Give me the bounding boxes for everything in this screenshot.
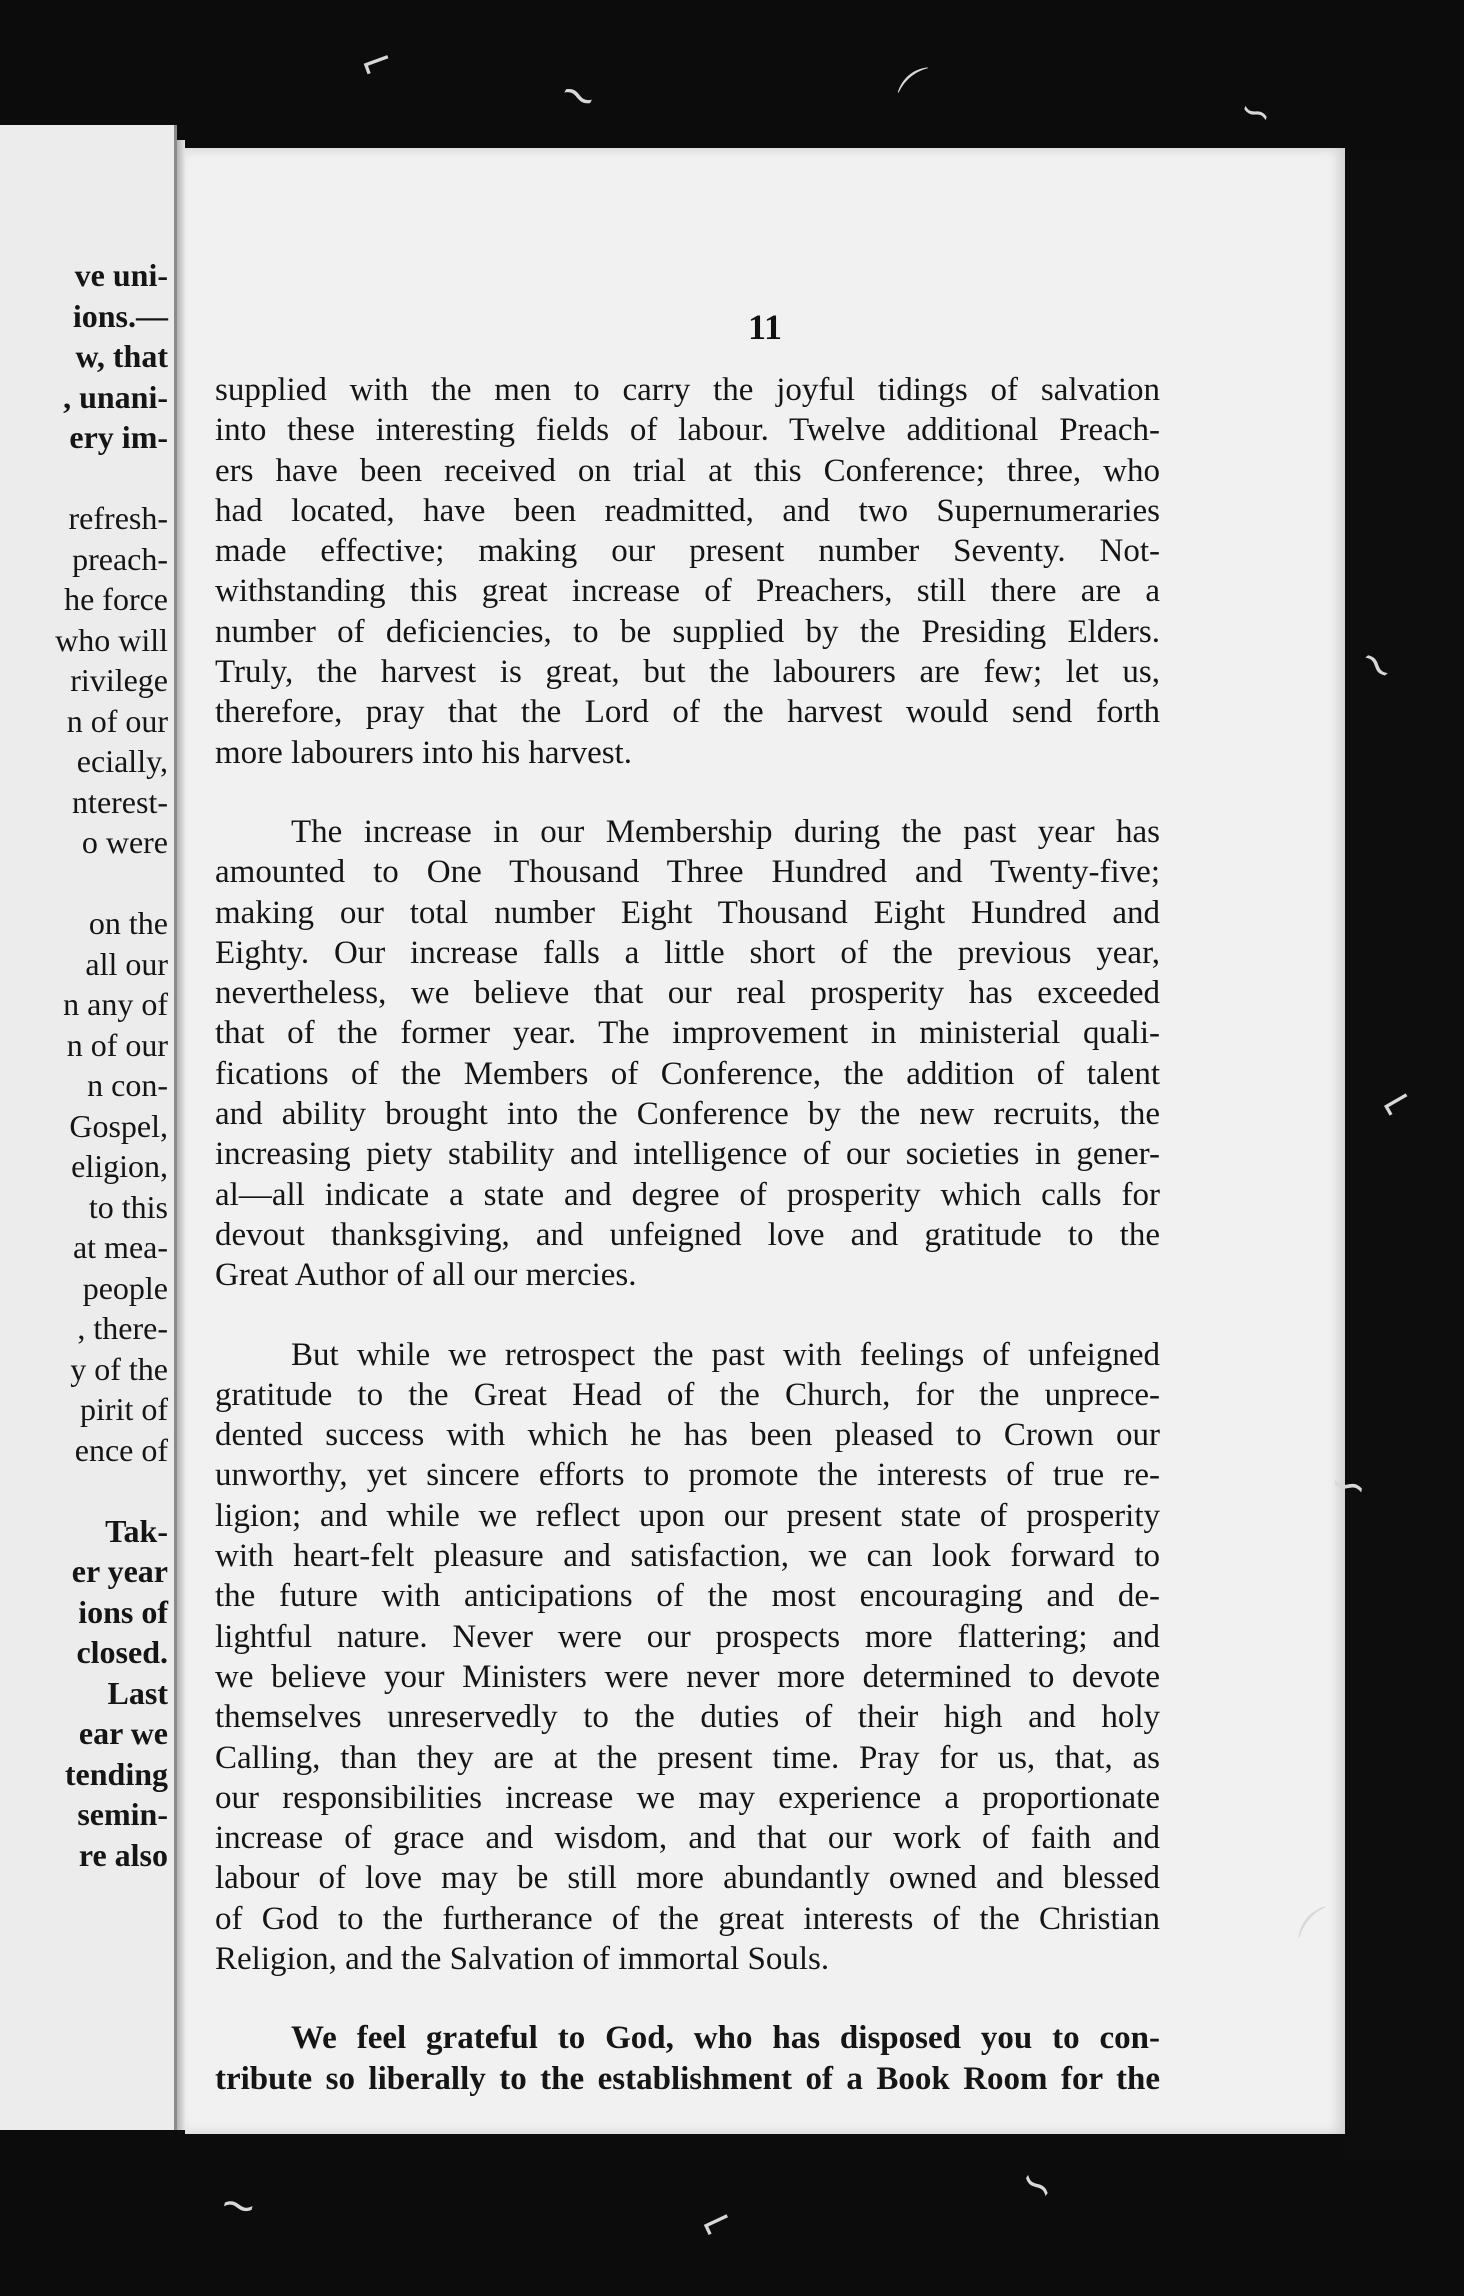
book-cover-edge [1345,160,1464,2160]
paragraph-gap [215,1979,1160,2018]
left-page-line: ions.— [72,297,168,334]
left-page-line: Tak- [105,1512,168,1549]
left-page-line: ence of [74,1431,168,1468]
left-page-line: eligion, [71,1148,168,1184]
body-text [215,370,1160,2099]
left-page-line: n any of [63,986,168,1022]
left-page-line: ve uni- [74,257,168,293]
text-line: Eighty. Our increase falls a little short of the previous year, [215,934,1160,971]
text-line: gratitude to the Great Head of the Church, for the unprece- [215,1376,1160,1413]
text-line: of God to the furtherance of the great interests of the Christian [215,1900,1160,1937]
text-line: we believe your Ministers were never more determined to devote [215,1658,1160,1695]
text-line: increase of grace and wisdom, and that our work of faith and [215,1820,1160,1857]
text-line: We feel grateful to God, who has disposed you to con- [291,2020,1160,2057]
text-line: Great Author of all our mercies. [215,1257,637,1294]
text-line: the future with anticipations of the most encouraging and de- [215,1578,1160,1615]
page-gutter [177,140,185,2130]
text-line: made effective; making our present number Seventy. Not- [215,533,1160,570]
left-page-line: ery im- [69,419,168,455]
text-line: unworthy, yet sincere efforts to promote the interests of true re- [215,1457,1160,1494]
text-line: devout thanksgiving, and unfeigned love and gratitude to the [215,1216,1160,1253]
left-page-line: people [82,1269,168,1306]
left-page-line: ecially, [76,743,168,779]
marbling-mark: ∽ [1325,1457,1372,1514]
text-line: amounted to One Thousand Three Hundred and Twenty-five; [215,854,1160,891]
text-line: withstanding this great increase of Preachers, still there are a [215,573,1160,610]
text-line: therefore, pray that the Lord of the harvest would send forth [215,694,1160,731]
left-page-line: y of the [70,1350,168,1387]
left-page-line: to this [88,1188,168,1225]
text-line: dented success with which he has been pleased to Crown our [215,1417,1160,1454]
left-page-line: rivilege [70,662,168,698]
text-line: number of deficiencies, to be supplied by the Presiding Elders. [215,613,1160,650]
left-page-line: nterest- [72,783,168,820]
left-page-line: tending [64,1755,168,1792]
left-page-line: o were [81,824,168,860]
left-facing-page [0,125,177,2130]
text-line: more labourers into his harvest. [215,734,632,771]
text-line: Truly, the harvest is great, but the labourers are few; let us, [215,654,1160,691]
marbling-mark: ⌒ [892,60,953,122]
text-line: The increase in our Membership during the past year has [291,813,1160,850]
document-page [185,148,1345,2134]
marbling-mark: ⌐ [1370,1074,1423,1132]
text-line: into these interesting fields of labour. Twelve additional Preach- [215,412,1160,449]
left-page-line: , unani- [63,378,168,415]
left-page-line: preach- [72,540,168,577]
text-line: fications of the Members of Conference, the addition of talent [215,1055,1160,1092]
text-line: increasing piety stability and intelligence of our societies in gener- [215,1136,1160,1173]
text-line: that of the former year. The improvement in ministerial quali- [215,1015,1160,1052]
text-line: and ability brought into the Conference by the new recruits, the [215,1096,1160,1133]
left-page-line: er year [71,1553,168,1589]
text-line: ers have been received on trial at this Conference; three, who [215,452,1160,489]
left-page-line: n of our [66,1026,168,1063]
left-page-line: semin- [77,1796,168,1832]
left-page-line: n con- [87,1067,168,1103]
text-line: themselves unreservedly to the duties of their high and holy [215,1699,1160,1736]
marbling-mark: ∽ [1233,85,1279,139]
marbling-mark: ∼ [214,2176,263,2235]
left-page-line: refresh- [68,500,168,536]
left-page-line: Gospel, [69,1107,168,1144]
paragraph-gap [215,773,1160,812]
left-page-line: he force [64,581,168,617]
marbling-mark: ⌐ [353,35,401,91]
marbling-mark: ∼ [1347,635,1408,694]
left-page-line: Last [107,1674,168,1711]
left-page-line: closed. [76,1634,168,1670]
left-page-line: n of our [66,702,168,739]
left-page-line: re also [78,1836,168,1873]
text-line: nevertheless, we believe that our real prosperity has exceeded [215,975,1160,1012]
text-line: tribute so liberally to the establishment of a Book Room for the [215,2060,1160,2097]
marbling-mark: ∽ [1009,2154,1067,2215]
left-page-line: pirit of [80,1391,168,1427]
text-line: supplied with the men to carry the joyful tidings of salvation [215,372,1160,408]
text-line: labour of love may be still more abundantly owned and blessed [215,1860,1160,1897]
left-page-line: , there- [77,1310,168,1346]
text-line: with heart-felt pleasure and satisfaction, we can look forward to [215,1538,1160,1575]
text-line: ligion; and while we reflect upon our present state of prosperity [215,1497,1160,1534]
text-line: our responsibilities increase we may experience a proportionate [215,1779,1160,1816]
text-line: Religion, and the Salvation of immortal Souls. [215,1940,830,1977]
text-line: But while we retrospect the past with feelings of unfeigned [291,1336,1160,1373]
left-page-line: who will [55,621,168,658]
text-line: al—all indicate a state and degree of prosperity which calls for [215,1176,1160,1213]
left-page-line: on the [88,905,168,941]
text-line: Calling, than they are at the present time. Pray for us, that, as [215,1739,1160,1776]
marbling-mark: ∼ [549,64,608,127]
paragraph-gap [215,1296,1160,1335]
left-page-line: ions of [78,1593,168,1630]
marbling-mark: ⌒ [1290,1899,1356,1964]
text-line: making our total number Eight Thousand Eight Hundred and [215,894,1160,931]
left-page-line: w, that [75,338,168,374]
text-line: lightful nature. Never were our prospects more flattering; and [215,1618,1160,1655]
text-line: had located, have been readmitted, and two Supernumeraries [215,492,1160,529]
page-number: 11 [747,307,782,347]
marbling-mark: ⌐ [691,2195,742,2251]
left-page-line: ear we [78,1715,168,1751]
left-page-line: all our [85,945,168,982]
left-page-line: at mea- [72,1229,168,1265]
